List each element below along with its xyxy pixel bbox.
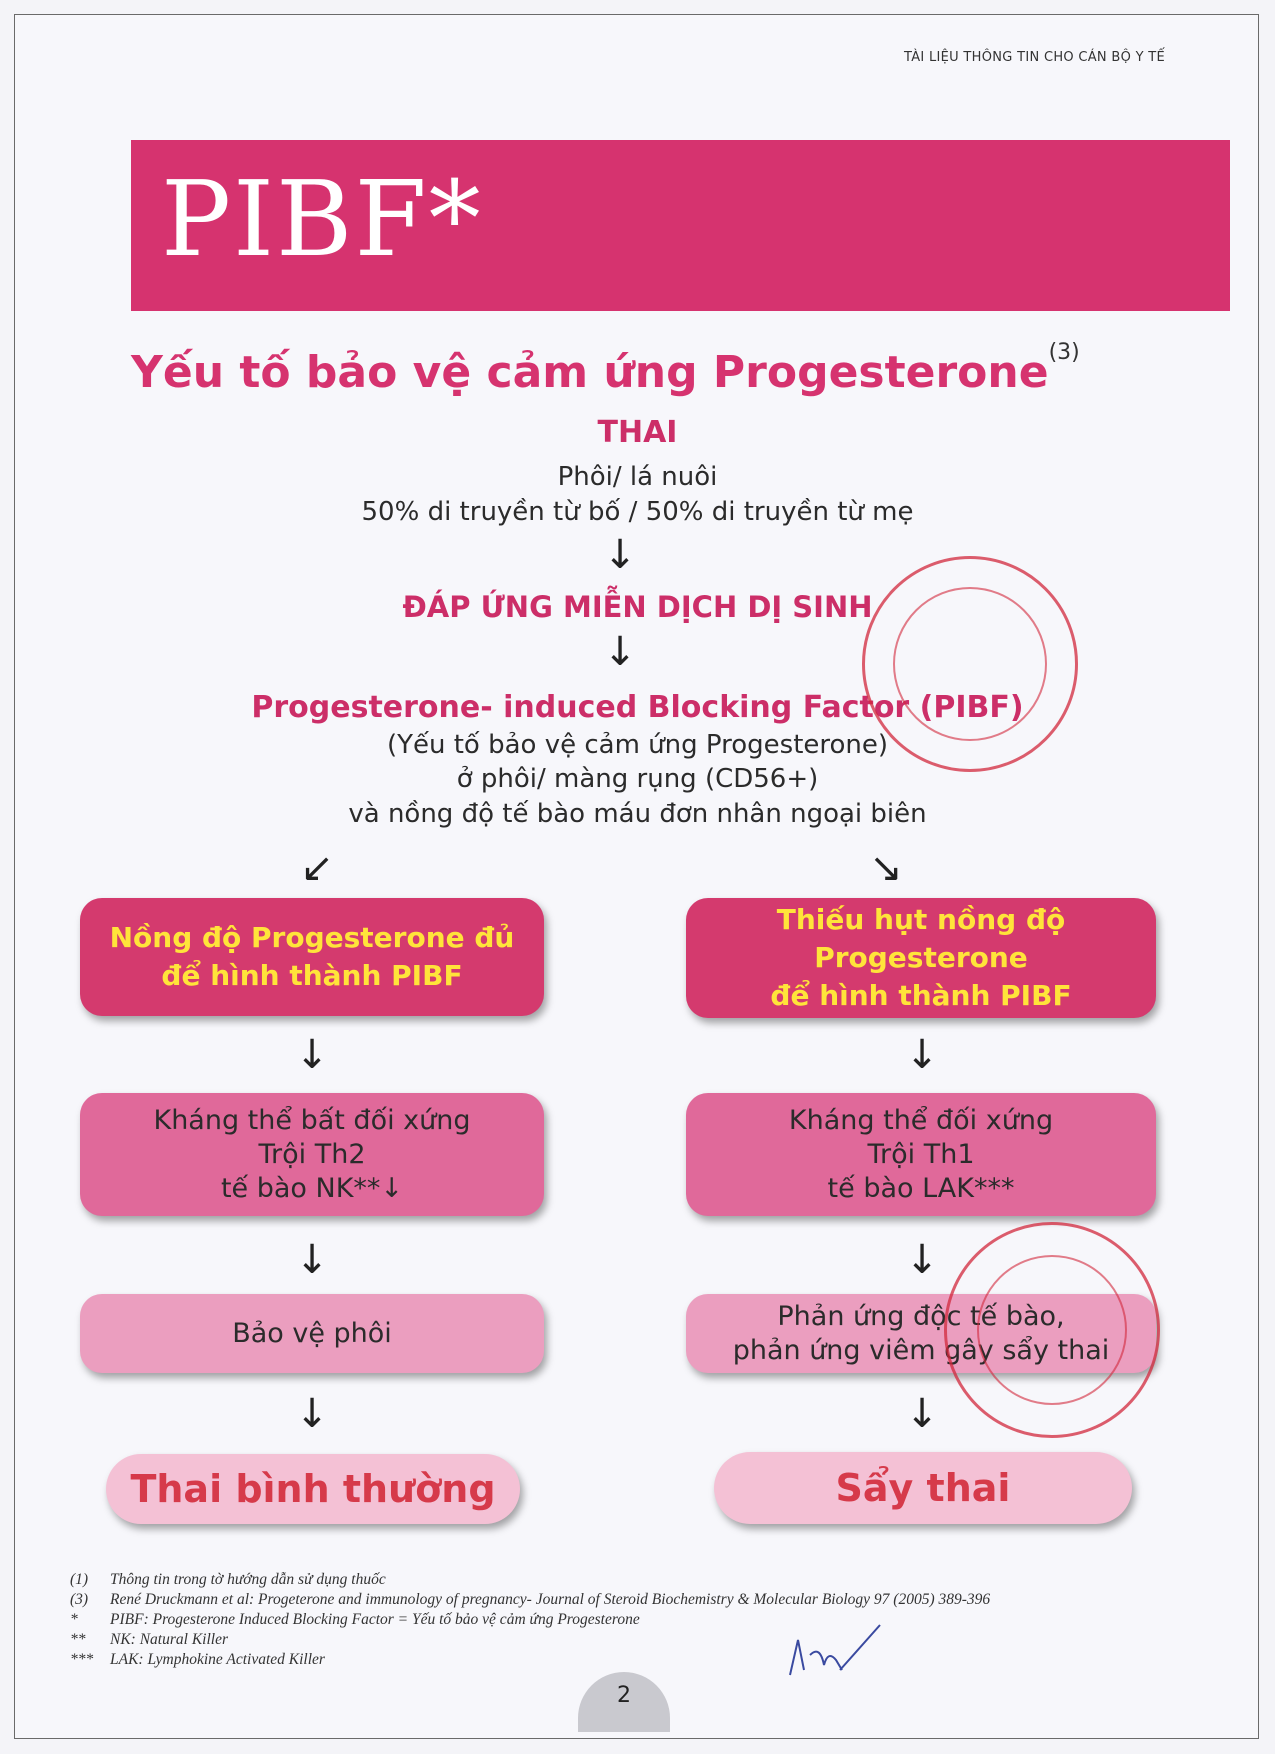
- right-box-2-line-3: tế bào LAK***: [827, 1172, 1015, 1204]
- footnote-3-text: PIBF: Progesterone Induced Blocking Factor = Yếu tố bảo vệ cảm ứng Progesterone: [110, 1611, 640, 1628]
- footnote-5-mark: ***: [70, 1651, 94, 1668]
- left-box-2-line-1: Kháng thể bất đối xứng: [153, 1104, 471, 1136]
- footnote-1-mark: (1): [70, 1571, 89, 1588]
- left-arrow-3: ↓: [295, 1391, 329, 1437]
- thai-line-2: 50% di truyền từ bố / 50% di truyền từ mẹ: [361, 497, 914, 527]
- thai-line-1: Phôi/ lá nuôi: [557, 462, 718, 492]
- footnote-1-text: Thông tin trong tờ hướng dẫn sử dụng thuốc: [110, 1571, 386, 1588]
- arrow-down-1: ↓: [603, 532, 637, 578]
- page-number: 2: [578, 1672, 670, 1732]
- right-box-symmetric-antibody: [686, 1093, 1156, 1216]
- arrow-down-2: ↓: [603, 629, 637, 675]
- handwritten-signature: [780, 1620, 900, 1690]
- left-arrow-1: ↓: [295, 1032, 329, 1078]
- footnote-4-text: NK: Natural Killer: [110, 1631, 228, 1648]
- right-arrow-1: ↓: [905, 1032, 939, 1078]
- company-stamp-inner-ring: [893, 587, 1047, 741]
- left-box-1-line-1: Nồng độ Progesterone đủ: [109, 921, 515, 954]
- title-band: [131, 140, 1230, 311]
- right-box-1-line-1: Thiếu hụt nồng độ: [776, 903, 1066, 936]
- left-result-text: Thai bình thường: [130, 1467, 496, 1511]
- footnote-1: [70, 1570, 990, 1590]
- left-result-normal-pregnancy: [106, 1454, 520, 1524]
- right-box-2-line-1: Kháng thể đối xứng: [788, 1104, 1054, 1136]
- company-stamp-seal: [862, 556, 1078, 772]
- right-result-miscarriage: [714, 1452, 1132, 1524]
- right-result-text: Sẩy thai: [835, 1466, 1011, 1510]
- left-box-1-line-2: để hình thành PIBF: [161, 959, 463, 992]
- right-arrow-3: ↓: [905, 1391, 939, 1437]
- pibf-heading: Progesterone- induced Blocking Factor (PIBF): [251, 690, 1024, 725]
- left-box-sufficient-progesterone: [80, 898, 544, 1016]
- right-box-insufficient-progesterone: [686, 898, 1156, 1018]
- subtitle: [131, 340, 1080, 398]
- thai-heading: THAI: [597, 415, 678, 450]
- right-arrow-2: ↓: [905, 1237, 939, 1283]
- left-box-3-text: Bảo vệ phôi: [232, 1317, 392, 1349]
- right-box-2-line-2: Trội Th1: [867, 1138, 975, 1170]
- footnote-3-mark: *: [70, 1611, 78, 1628]
- right-box-3-line-2: phản ứng viêm gây sẩy thai: [732, 1334, 1110, 1366]
- ministry-stamp-seal: [944, 1222, 1160, 1438]
- footnote-2-mark: (3): [70, 1591, 89, 1608]
- ministry-stamp-inner-ring: [977, 1255, 1127, 1405]
- header-note: TÀI LIỆU THÔNG TIN CHO CÁN BỘ Y TẾ: [904, 50, 1165, 65]
- immune-response-heading: ĐÁP ỨNG MIỄN DỊCH DỊ SINH: [402, 590, 873, 624]
- subtitle-ref: (3): [1048, 340, 1080, 365]
- footnote-4-mark: **: [70, 1631, 86, 1648]
- arrow-down-left: ↙: [300, 845, 334, 891]
- footnote-2-text: René Druckmann et al: Progeterone and immunology of pregnancy- Journal of Steroid Biochemistry & Molecular Biology 97 (2005) 389-396: [110, 1591, 991, 1608]
- page-title: PIBF*: [161, 158, 483, 280]
- footnote-5-text: LAK: Lymphokine Activated Killer: [110, 1651, 325, 1668]
- pibf-line-1: (Yếu tố bảo vệ cảm ứng Progesterone): [386, 730, 889, 760]
- right-box-1-line-2: Progesterone: [814, 941, 1028, 974]
- subtitle-text: Yếu tố bảo vệ cảm ứng Progesterone: [131, 347, 1049, 398]
- left-arrow-2: ↓: [295, 1237, 329, 1283]
- pibf-line-2: ở phôi/ màng rụng (CD56+): [456, 764, 819, 794]
- left-box-embryo-protection: [80, 1294, 544, 1373]
- footnote-2: [70, 1590, 990, 1610]
- arrow-down-right: ↘: [869, 845, 903, 891]
- left-box-2-line-2: Trội Th2: [258, 1138, 366, 1170]
- right-box-1-line-3: để hình thành PIBF: [770, 979, 1072, 1012]
- left-box-2-line-3: tế bào NK**↓: [220, 1172, 404, 1204]
- left-box-asymmetric-antibody: [80, 1093, 544, 1216]
- pibf-line-3: và nồng độ tế bào máu đơn nhân ngoại biên: [348, 799, 927, 829]
- right-box-3-line-1: Phản ứng độc tế bào,: [777, 1300, 1065, 1332]
